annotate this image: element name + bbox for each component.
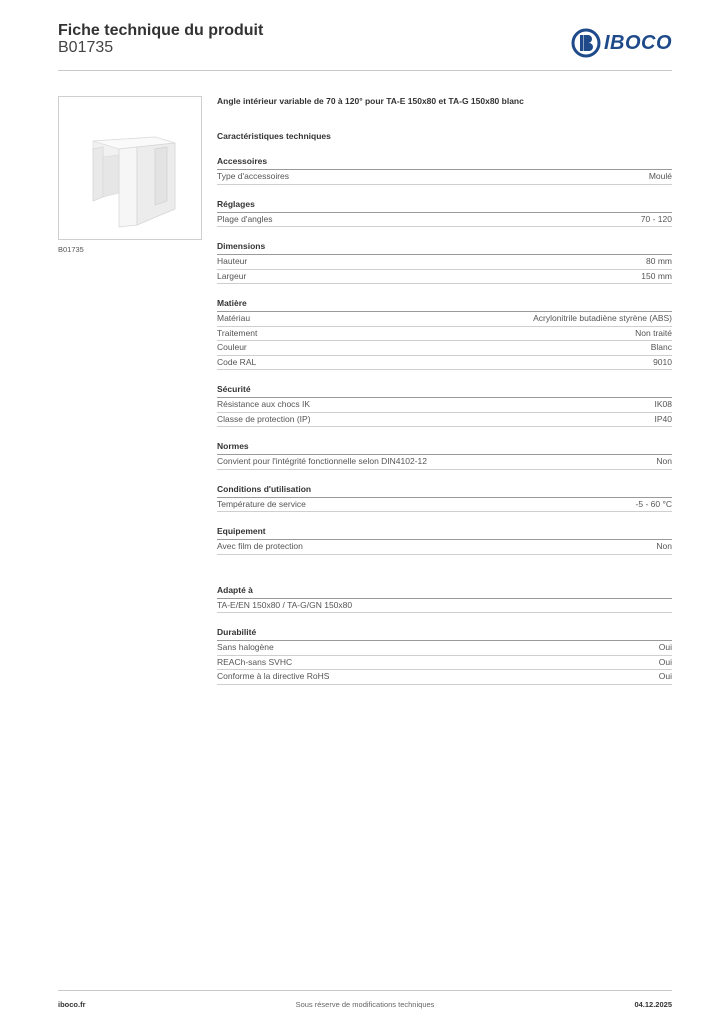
spec-row xyxy=(217,540,672,555)
spec-value: IP40 xyxy=(654,413,672,424)
section-equipement xyxy=(217,526,672,555)
footer-notice: Sous réserve de modifications techniques xyxy=(295,1000,435,1009)
section-securite xyxy=(217,384,672,427)
spec-value: Oui xyxy=(658,671,672,681)
spec-row xyxy=(217,641,672,656)
section-reglages xyxy=(217,199,672,228)
spec-label: Sans halogène xyxy=(217,642,274,652)
spec-label: Code RAL xyxy=(217,356,257,367)
section-normes xyxy=(217,441,672,470)
brand-name: IBOCO xyxy=(603,31,672,54)
spec-heading: Caractéristiques techniques xyxy=(217,131,331,141)
spec-value: Oui xyxy=(658,656,672,667)
spec-value: 150 mm xyxy=(641,270,672,281)
section-title: Durabilité xyxy=(217,627,672,641)
image-caption: B01735 xyxy=(58,245,84,254)
section-conditions xyxy=(217,484,672,513)
section-title: Equipement xyxy=(217,526,672,540)
product-image xyxy=(58,96,202,240)
spec-row xyxy=(217,341,672,356)
section-title: Matière xyxy=(217,298,672,312)
spec-label: Largeur xyxy=(217,270,247,281)
spec-row xyxy=(217,270,672,285)
spec-label: TA-E/EN 150x80 / TA-G/GN 150x80 xyxy=(217,599,353,610)
spec-row xyxy=(217,498,672,513)
spec-row xyxy=(217,327,672,342)
page-header xyxy=(58,20,672,71)
spec-value: Non xyxy=(656,456,672,466)
spec-value: Blanc xyxy=(650,342,672,352)
spec-row xyxy=(217,398,672,413)
spec-row xyxy=(217,312,672,327)
spec-value: 9010 xyxy=(653,356,672,367)
section-matiere xyxy=(217,298,672,370)
spec-label: Plage d'angles xyxy=(217,213,273,224)
section-title: Sécurité xyxy=(217,384,672,398)
spec-value: -5 - 60 °C xyxy=(635,498,672,509)
spec-label: Avec film de protection xyxy=(217,541,303,551)
spec-label: Couleur xyxy=(217,342,247,352)
page-footer xyxy=(58,990,672,1013)
footer-date: 04.12.2025 xyxy=(634,1000,672,1009)
spec-row xyxy=(217,656,672,671)
spec-row xyxy=(217,213,672,228)
spec-value: 70 - 120 xyxy=(640,213,672,224)
spec-value: Moulé xyxy=(648,171,672,181)
spec-value: Non xyxy=(656,541,672,551)
spec-label: Conforme à la directive RoHS xyxy=(217,671,330,681)
section-accessoires xyxy=(217,156,672,185)
section-title: Accessoires xyxy=(217,156,672,170)
spec-row xyxy=(217,455,672,470)
spec-row xyxy=(217,255,672,270)
spec-label: REACh-sans SVHC xyxy=(217,656,293,667)
spec-label: Résistance aux chocs IK xyxy=(217,399,311,409)
spec-label: Convient pour l'intégrité fonctionnelle selon DIN4102-12 xyxy=(217,456,428,466)
spec-row xyxy=(217,170,672,185)
section-title: Normes xyxy=(217,441,672,455)
spec-label: Classe de protection (IP) xyxy=(217,413,311,424)
section-title: Dimensions xyxy=(217,241,672,255)
spec-label: Traitement xyxy=(217,327,258,338)
spec-value: Non traité xyxy=(635,327,672,338)
spec-label: Type d'accessoires xyxy=(217,171,290,181)
brand-logo xyxy=(571,27,672,59)
section-dimensions xyxy=(217,241,672,284)
section-title: Conditions d'utilisation xyxy=(217,484,672,498)
product-details xyxy=(217,96,672,685)
cable-duct-angle-image xyxy=(59,97,201,239)
spec-row xyxy=(217,356,672,371)
spec-label: Température de service xyxy=(217,498,306,509)
spec-row xyxy=(217,599,672,614)
spec-value: IK08 xyxy=(654,399,672,409)
spec-value: 80 mm xyxy=(646,256,672,266)
section-title: Adapté à xyxy=(217,585,672,599)
spec-label: Matériau xyxy=(217,313,251,323)
spec-value: Acrylonitrile butadiène styrène (ABS) xyxy=(533,313,672,323)
section-title: Réglages xyxy=(217,199,672,213)
product-description: Angle intérieur variable de 70 à 120° pour TA-E 150x80 et TA-G 150x80 blanc xyxy=(217,96,524,106)
spec-label: Hauteur xyxy=(217,256,248,266)
spec-row xyxy=(217,670,672,685)
product-code: B01735 xyxy=(58,39,114,56)
section-durabilite xyxy=(217,627,672,685)
page-title: Fiche technique du produit xyxy=(58,22,264,39)
spec-row xyxy=(217,413,672,428)
footer-website: iboco.fr xyxy=(58,1000,86,1009)
iboco-logo-icon xyxy=(571,28,601,58)
section-adapte xyxy=(217,585,672,614)
spec-value: Oui xyxy=(658,642,672,652)
